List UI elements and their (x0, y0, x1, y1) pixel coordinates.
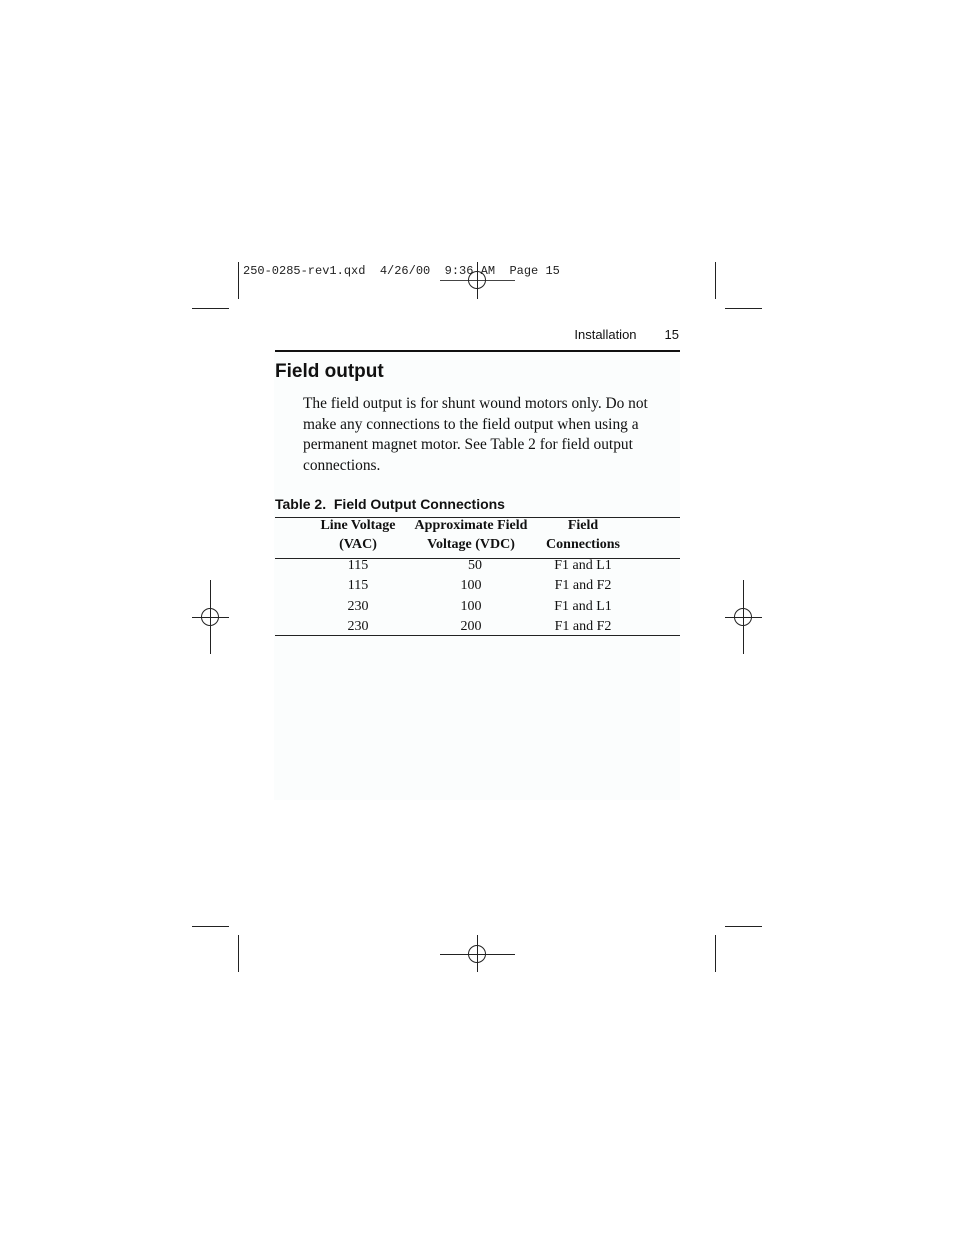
table-caption: Table 2. Field Output Connections (275, 496, 505, 512)
running-head-rule (275, 350, 680, 352)
crop-mark-top-left-horizontal (192, 308, 229, 309)
crop-mark-top-right-vertical (715, 262, 716, 299)
table-header-field-voltage (406, 518, 536, 553)
header-line2: Connections (546, 537, 620, 552)
running-head (276, 327, 679, 342)
table-cell-line-voltage: 115 (347, 578, 369, 593)
header-line2: Voltage (VDC) (427, 537, 515, 552)
table-header-field-connections (533, 518, 633, 553)
header-line1: Field (567, 518, 599, 533)
table-cell-line-voltage: 230 (347, 599, 369, 614)
header-line1: Approximate Field (414, 518, 528, 533)
crop-mark-bottom-left-vertical (238, 935, 239, 972)
section-title: Field output (275, 361, 384, 382)
crop-mark-top-right-horizontal (725, 308, 762, 309)
crop-mark-bottom-right-vertical (715, 935, 716, 972)
registration-mark-top-vertical (477, 262, 478, 299)
crop-mark-bottom-left-horizontal (192, 926, 229, 927)
header-line2: (VAC) (339, 537, 377, 552)
table-cell-field-voltage: 200 (460, 619, 482, 634)
registration-mark-right-icon (734, 608, 752, 626)
table-cell-field-voltage: 50 (468, 558, 482, 573)
table-cell-connections: F1 and L1 (554, 599, 612, 614)
table-cell-connections: F1 and F2 (554, 619, 612, 634)
running-head-section: Installation (574, 327, 637, 342)
table-cell-field-voltage: 100 (460, 599, 482, 614)
table-header-line-voltage (308, 518, 408, 553)
registration-mark-bottom-icon (468, 945, 486, 963)
table-cell-field-voltage: 100 (460, 578, 482, 593)
page-number: 15 (664, 327, 679, 342)
printer-slug: 250-0285-rev1.qxd 4/26/00 9:36 AM Page 15 (243, 264, 560, 278)
table-cell-line-voltage: 115 (347, 558, 369, 573)
crop-mark-top-left-vertical (238, 262, 239, 299)
header-line1: Line Voltage (320, 518, 396, 533)
registration-mark-left-icon (201, 608, 219, 626)
crop-mark-bottom-right-horizontal (725, 926, 762, 927)
table-cell-line-voltage: 230 (347, 619, 369, 634)
table-bottom-rule (275, 635, 680, 636)
table-cell-connections: F1 and F2 (554, 578, 612, 593)
body-paragraph: The field output is for shunt wound motors only. Do not make any connections to the field output when using a permanent magnet motor. See Table 2 for field output connections. (303, 395, 648, 474)
table-cell-connections: F1 and L1 (554, 558, 612, 573)
